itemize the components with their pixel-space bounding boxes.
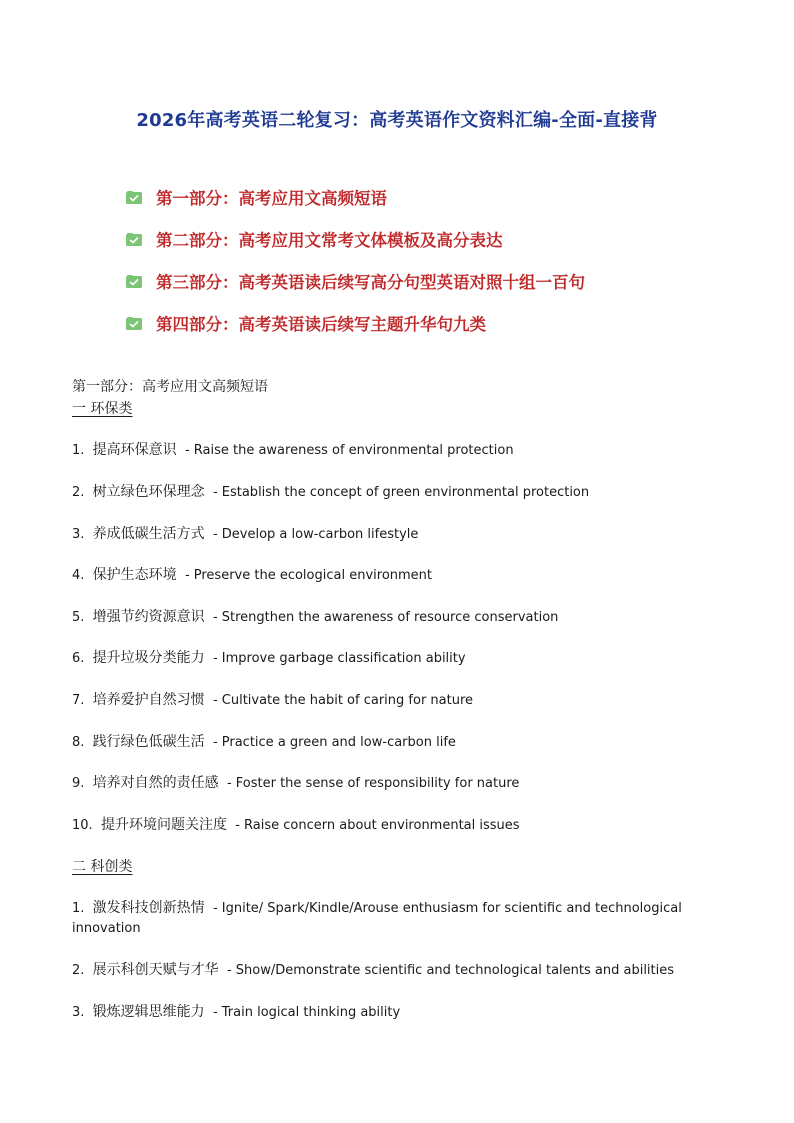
- toc-item[interactable]: [126, 260, 766, 302]
- item-chinese: 增强节约资源意识: [92, 609, 205, 625]
- item-chinese: 激发科技创新热情: [92, 900, 205, 916]
- toc-label: 第二部分：高考应用文常考文体模板及高分表达: [156, 231, 503, 250]
- item-english: - Raise the awareness of environmental protection: [184, 443, 514, 458]
- item-chinese: 锻炼逻辑思维能力: [92, 1004, 205, 1020]
- toc-label: 第一部分：高考应用文高频短语: [156, 189, 387, 208]
- item-number: 2.: [72, 485, 85, 500]
- item-chinese: 提升环境问题关注度: [100, 817, 227, 833]
- item-number: 2.: [72, 963, 85, 978]
- toc-label: 第三部分：高考英语读后续写高分句型英语对照十组一百句: [156, 273, 585, 292]
- item-english: - Foster the sense of responsibility for nature: [226, 776, 520, 791]
- category-title: 一 环保类: [72, 401, 133, 417]
- item-english: - Raise concern about environmental issues: [235, 818, 520, 833]
- list-item: [72, 565, 722, 586]
- list-item: [72, 1002, 722, 1023]
- list-item: [72, 773, 722, 794]
- category-heading: [72, 856, 722, 877]
- list-item: [72, 690, 722, 711]
- list-item: [72, 960, 722, 981]
- toc-item[interactable]: [126, 302, 766, 344]
- item-english: - Develop a low-carbon lifestyle: [212, 527, 419, 542]
- item-english: - Strengthen the awareness of resource conservation: [212, 610, 559, 625]
- item-chinese: 养成低碳生活方式: [92, 526, 205, 542]
- toc-item[interactable]: [126, 218, 766, 260]
- toc-label: 第四部分：高考英语读后续写主题升华句九类: [156, 315, 486, 334]
- section-title: 第一部分：高考应用文高频短语: [72, 379, 268, 395]
- item-chinese: 提升垃圾分类能力: [92, 650, 205, 666]
- list-item: [72, 482, 722, 503]
- item-number: 3.: [72, 527, 85, 542]
- folder-check-icon: [126, 317, 142, 330]
- item-number: 10.: [72, 818, 93, 833]
- document-title: 2026年高考英语二轮复习：高考英语作文资料汇编-全面-直接背: [136, 110, 658, 131]
- category-heading: [72, 398, 722, 419]
- item-number: 5.: [72, 610, 85, 625]
- item-english: - Preserve the ecological environment: [184, 568, 433, 583]
- list-item: [72, 607, 722, 628]
- item-chinese: 培养爱护自然习惯: [92, 692, 205, 708]
- item-chinese: 践行绿色低碳生活: [92, 734, 205, 750]
- folder-check-icon: [126, 233, 142, 246]
- item-number: 1.: [72, 443, 85, 458]
- item-chinese: 树立绿色环保理念: [92, 484, 205, 500]
- toc-item[interactable]: [126, 176, 766, 218]
- item-number: 9.: [72, 776, 85, 791]
- item-number: 8.: [72, 735, 85, 750]
- list-item: [72, 440, 722, 461]
- item-english: - Ignite/ Spark/Kindle/Arouse enthusiasm for scientific and technological innovation: [72, 901, 682, 936]
- list-item: [72, 898, 722, 939]
- item-english: - Show/Demonstrate scientific and technological talents and abilities: [226, 963, 675, 978]
- list-item: [72, 732, 722, 753]
- item-number: 4.: [72, 568, 85, 583]
- item-chinese: 保护生态环境: [92, 567, 177, 583]
- item-chinese: 展示科创天赋与才华: [92, 962, 219, 978]
- item-number: 1.: [72, 901, 85, 916]
- item-chinese: 提高环保意识: [92, 442, 177, 458]
- item-english: - Improve garbage classification ability: [212, 651, 466, 666]
- item-chinese: 培养对自然的责任感: [92, 775, 219, 791]
- item-number: 6.: [72, 651, 85, 666]
- item-english: - Establish the concept of green environmental protection: [212, 485, 590, 500]
- item-english: - Train logical thinking ability: [212, 1005, 401, 1020]
- table-of-contents: [126, 176, 766, 344]
- item-number: 3.: [72, 1005, 85, 1020]
- item-number: 7.: [72, 693, 85, 708]
- list-item: [72, 648, 722, 669]
- folder-check-icon: [126, 275, 142, 288]
- list-item: [72, 524, 722, 545]
- list-item: [72, 815, 722, 836]
- category-title: 二 科创类: [72, 859, 133, 875]
- item-english: - Cultivate the habit of caring for nature: [212, 693, 474, 708]
- section-heading: [72, 377, 722, 397]
- folder-check-icon: [126, 191, 142, 204]
- item-english: - Practice a green and low-carbon life: [212, 735, 456, 750]
